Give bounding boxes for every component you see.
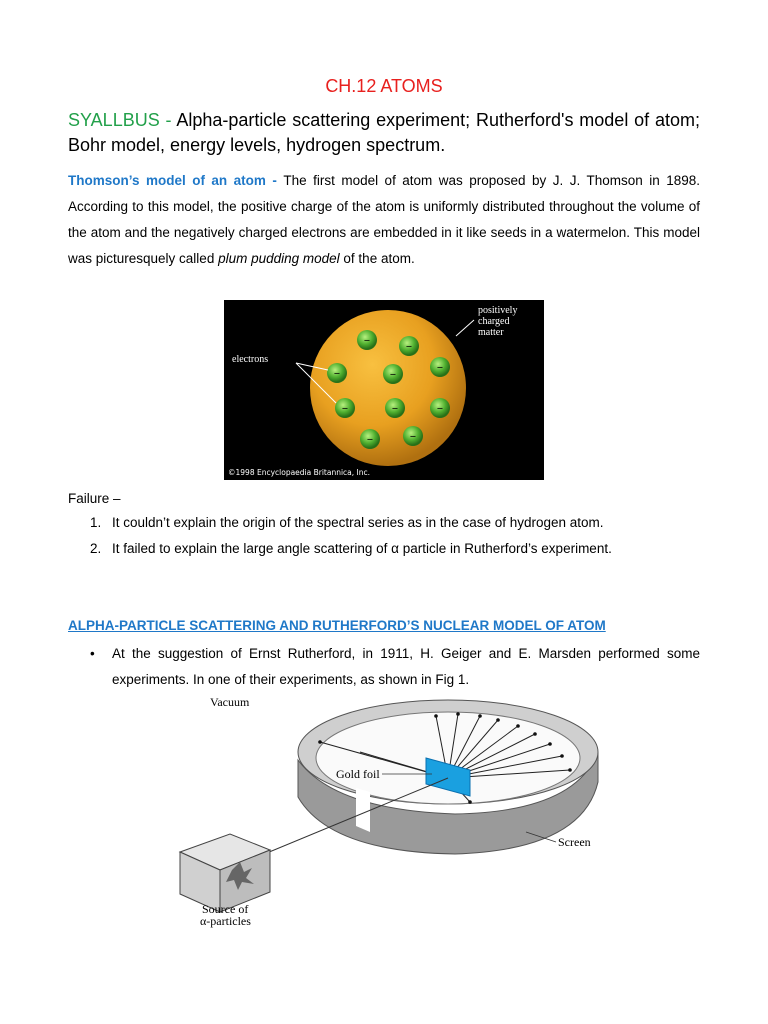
thomson-paragraph [68, 168, 700, 272]
electron-sign: − [341, 403, 349, 415]
atom-sphere [310, 310, 466, 466]
failure-number: 2. [90, 541, 102, 556]
failure-text: It couldn’t explain the origin of the spectral series as in the case of hydrogen atom. [112, 515, 604, 530]
thomson-atom-figure [224, 300, 544, 480]
chapter-title: CH.12 ATOMS [325, 76, 443, 96]
electron-sign: − [409, 431, 417, 443]
matter-label-1: positively [478, 305, 518, 316]
syllabus-paragraph [68, 108, 700, 158]
alpha-bullet-item [68, 641, 700, 693]
electron-sign: − [389, 369, 397, 381]
screen-label: Screen [558, 835, 591, 849]
alpha-source-box [180, 834, 270, 912]
thomson-heading: Thomson’s model of an atom - [68, 173, 284, 188]
thomson-text: The first model of atom was proposed by J. J. Thomson in 1898. According to this model, the positive charge of the atom is uniformly distributed throughout the volume of the atom and the negatively charged electrons are embedded in it like seeds in a watermelon. This model was picturesquely called [68, 173, 700, 266]
failure-list [68, 510, 700, 562]
plum-pudding-term: plum pudding model [218, 251, 340, 266]
electron-sign: − [391, 403, 399, 415]
syllabus-text: Alpha-particle scattering experiment; Rutherford's model of atom; Bohr model, energy levels, hydrogen spectrum. [68, 110, 700, 155]
electron-sign: − [363, 335, 371, 347]
failure-item [68, 536, 700, 562]
matter-label-3: matter [478, 327, 504, 338]
electron-sign: − [333, 368, 341, 380]
electron-sign: − [405, 341, 413, 353]
electron-sign: − [366, 434, 374, 446]
failure-item [68, 510, 700, 536]
alpha-section-heading: ALPHA-PARTICLE SCATTERING AND RUTHERFORD’S NUCLEAR MODEL OF ATOM [68, 618, 606, 633]
source-label-2: α-particles [200, 914, 251, 928]
thomson-text-end: of the atom. [339, 251, 415, 266]
rutherford-apparatus-figure [170, 692, 620, 932]
failure-label: Failure – [68, 491, 121, 506]
ring-gap [356, 788, 370, 832]
electrons-label: electrons [232, 354, 269, 365]
bullet-dot: • [90, 646, 95, 661]
syllabus-label: SYALLBUS - [68, 110, 177, 130]
vacuum-label: Vacuum [210, 695, 250, 709]
electron-sign: − [436, 362, 444, 374]
copyright-label: ©1998 Encyclopaedia Britannica, Inc. [228, 468, 371, 477]
source-label-1: Source of [202, 902, 249, 916]
gold-foil-label: Gold foil [336, 767, 380, 781]
electron-sign: − [436, 403, 444, 415]
failure-text: It failed to explain the large angle scattering of α particle in Rutherford’s experiment. [112, 541, 612, 556]
alpha-bullet-text: At the suggestion of Ernst Rutherford, in 1911, H. Geiger and E. Marsden performed some experiments. In one of their experiments, as shown in Fig 1. [112, 646, 700, 687]
failure-number: 1. [90, 515, 102, 530]
matter-label-2: charged [478, 316, 510, 327]
